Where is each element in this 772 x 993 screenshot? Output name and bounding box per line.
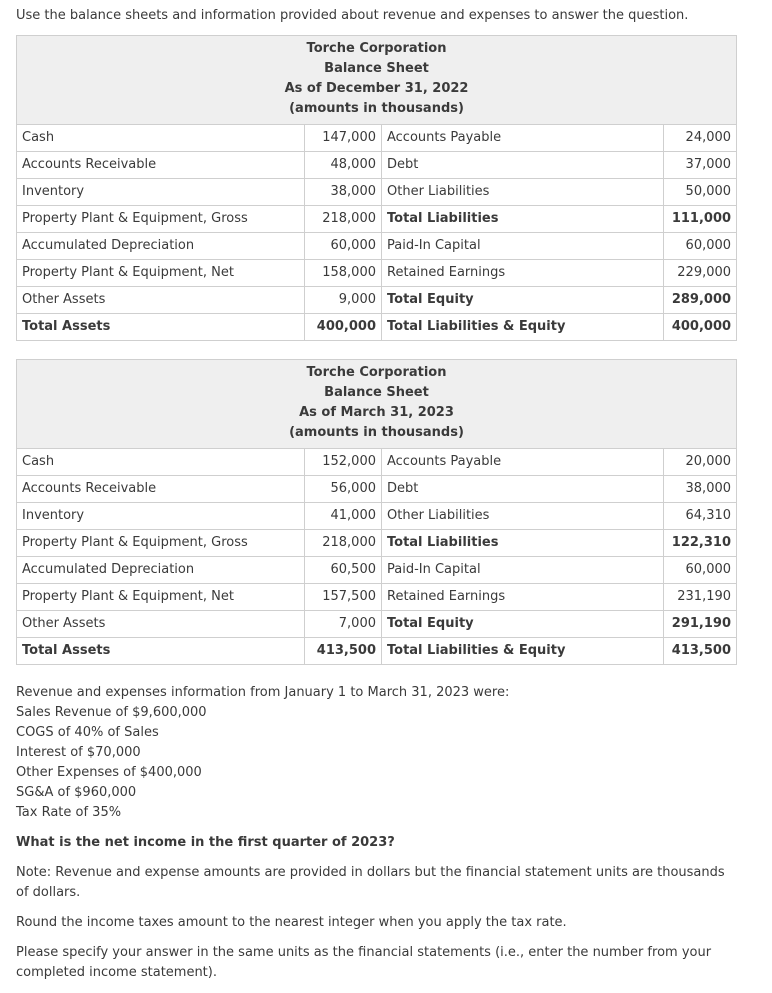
liability-value: 64,310	[664, 503, 737, 530]
table-row	[17, 206, 737, 233]
balance-sheet-2022	[16, 35, 737, 341]
sheet-title: Balance Sheet	[324, 61, 429, 76]
table-row	[17, 476, 737, 503]
liability-value: 111,000	[664, 206, 737, 233]
liability-value: 289,000	[664, 287, 737, 314]
liability-value: 50,000	[664, 179, 737, 206]
liability-value: 24,000	[664, 125, 737, 152]
asset-label: Property Plant & Equipment, Net	[17, 260, 305, 287]
sheet-units: (amounts in thousands)	[289, 101, 464, 116]
liability-label: Paid-In Capital	[382, 557, 664, 584]
asset-label: Accumulated Depreciation	[17, 233, 305, 260]
asset-label: Property Plant & Equipment, Gross	[17, 206, 305, 233]
revenue-expenses-info	[16, 683, 509, 823]
balance-sheet-2023	[16, 359, 737, 665]
sheet-date: As of December 31, 2022	[284, 81, 469, 96]
intro-text: Use the balance sheets and information provided about revenue and expenses to answer the question.	[16, 8, 689, 23]
liability-label: Total Liabilities & Equity	[382, 314, 664, 341]
asset-label: Other Assets	[17, 287, 305, 314]
table-row	[17, 233, 737, 260]
asset-label: Cash	[17, 125, 305, 152]
table-row	[17, 287, 737, 314]
liability-label: Total Liabilities & Equity	[382, 638, 664, 665]
liability-label: Total Liabilities	[382, 206, 664, 233]
asset-value: 218,000	[305, 530, 382, 557]
asset-value: 60,000	[305, 233, 382, 260]
asset-label: Accounts Receivable	[17, 476, 305, 503]
liability-label: Other Liabilities	[382, 179, 664, 206]
list-item: SG&A of $960,000	[16, 785, 137, 800]
table-row	[17, 179, 737, 206]
liability-label: Accounts Payable	[382, 449, 664, 476]
sheet-title: Balance Sheet	[324, 385, 429, 400]
sheet-date: As of March 31, 2023	[299, 405, 454, 420]
asset-label: Accounts Receivable	[17, 152, 305, 179]
table-row	[17, 584, 737, 611]
liability-label: Total Equity	[382, 287, 664, 314]
asset-value: 152,000	[305, 449, 382, 476]
asset-value: 41,000	[305, 503, 382, 530]
table-row	[17, 503, 737, 530]
asset-label: Property Plant & Equipment, Gross	[17, 530, 305, 557]
asset-value: 60,500	[305, 557, 382, 584]
asset-label: Total Assets	[17, 314, 305, 341]
question-text: What is the net income in the first quarter of 2023?	[16, 835, 395, 850]
table-row	[17, 314, 737, 341]
liability-label: Paid-In Capital	[382, 233, 664, 260]
asset-label: Property Plant & Equipment, Net	[17, 584, 305, 611]
asset-value: 158,000	[305, 260, 382, 287]
asset-value: 56,000	[305, 476, 382, 503]
asset-label: Cash	[17, 449, 305, 476]
note-units: Note: Revenue and expense amounts are provided in dollars but the financial statement units are thousands of dollars.	[16, 865, 725, 900]
asset-value: 157,500	[305, 584, 382, 611]
liability-label: Total Liabilities	[382, 530, 664, 557]
sheet-units: (amounts in thousands)	[289, 425, 464, 440]
liability-label: Accounts Payable	[382, 125, 664, 152]
asset-label: Accumulated Depreciation	[17, 557, 305, 584]
asset-value: 400,000	[305, 314, 382, 341]
asset-value: 147,000	[305, 125, 382, 152]
liability-label: Debt	[382, 476, 664, 503]
table-row	[17, 638, 737, 665]
liability-label: Debt	[382, 152, 664, 179]
table-row	[17, 557, 737, 584]
table-row	[17, 125, 737, 152]
note-answer-format: Please specify your answer in the same units as the financial statements (i.e., enter the number from your completed income statement).	[16, 945, 712, 980]
liability-label: Retained Earnings	[382, 260, 664, 287]
question-block	[16, 833, 736, 993]
list-item: Sales Revenue of $9,600,000	[16, 705, 207, 720]
liability-value: 37,000	[664, 152, 737, 179]
asset-value: 9,000	[305, 287, 382, 314]
list-item: Other Expenses of $400,000	[16, 765, 202, 780]
liability-label: Other Liabilities	[382, 503, 664, 530]
list-item: COGS of 40% of Sales	[16, 725, 159, 740]
liability-value: 38,000	[664, 476, 737, 503]
table-row	[17, 449, 737, 476]
asset-value: 48,000	[305, 152, 382, 179]
liability-value: 122,310	[664, 530, 737, 557]
asset-label: Other Assets	[17, 611, 305, 638]
list-item: Interest of $70,000	[16, 745, 141, 760]
liability-label: Retained Earnings	[382, 584, 664, 611]
liability-value: 229,000	[664, 260, 737, 287]
company-name: Torche Corporation	[306, 41, 447, 56]
asset-value: 413,500	[305, 638, 382, 665]
note-rounding: Round the income taxes amount to the nearest integer when you apply the tax rate.	[16, 915, 567, 930]
liability-label: Total Equity	[382, 611, 664, 638]
liability-value: 291,190	[664, 611, 737, 638]
table-row	[17, 611, 737, 638]
company-name: Torche Corporation	[306, 365, 447, 380]
asset-value: 218,000	[305, 206, 382, 233]
liability-value: 20,000	[664, 449, 737, 476]
table-row	[17, 260, 737, 287]
liability-value: 60,000	[664, 233, 737, 260]
table-row	[17, 152, 737, 179]
liability-value: 413,500	[664, 638, 737, 665]
liability-value: 400,000	[664, 314, 737, 341]
asset-label: Inventory	[17, 179, 305, 206]
sheet-header	[17, 360, 737, 449]
asset-label: Total Assets	[17, 638, 305, 665]
list-item: Tax Rate of 35%	[16, 805, 122, 820]
asset-value: 38,000	[305, 179, 382, 206]
revenue-heading: Revenue and expenses information from January 1 to March 31, 2023 were:	[16, 685, 510, 700]
asset-value: 7,000	[305, 611, 382, 638]
liability-value: 60,000	[664, 557, 737, 584]
table-row	[17, 530, 737, 557]
sheet-header	[17, 36, 737, 125]
liability-value: 231,190	[664, 584, 737, 611]
asset-label: Inventory	[17, 503, 305, 530]
